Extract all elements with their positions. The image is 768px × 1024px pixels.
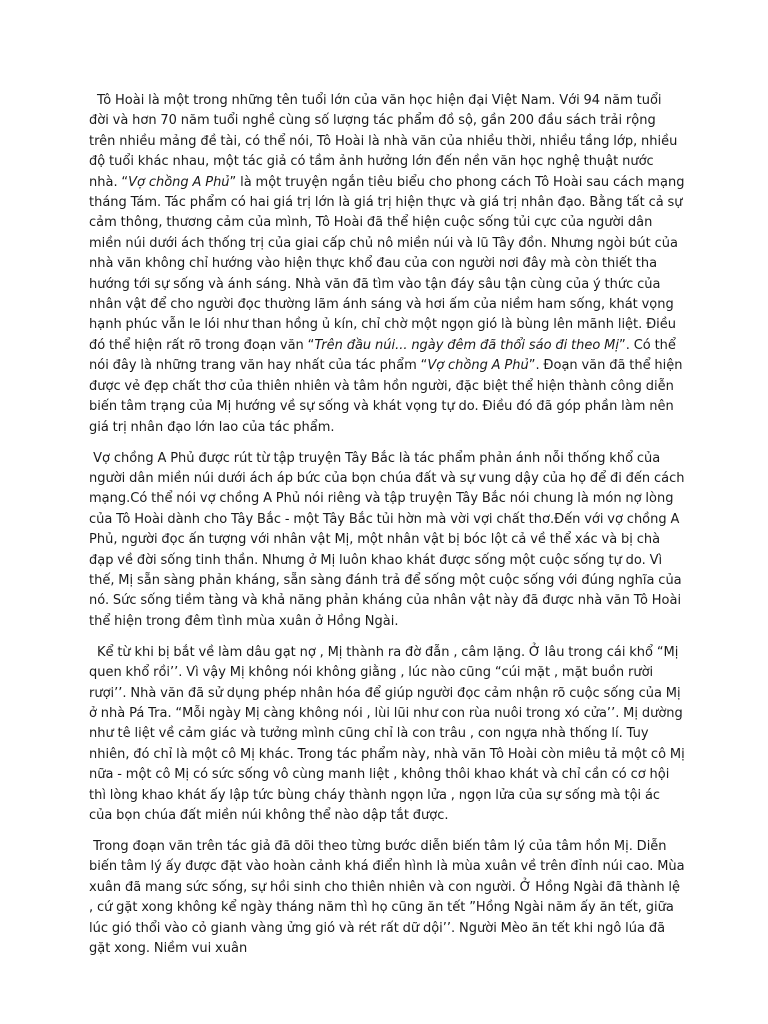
text-run: ” là một truyện ngắn tiêu biểu cho phong cách Tô Hoài sau cách mạng tháng Tám. Tác phẩm có hai giá trị lớn là giá trị hiện thực và giá trị nhân đạo. Bằng tất cả sự cảm thông, thương cảm của mình, Tô Hoài đã thể hiện cuộc sống tủi cực của người dân miền núi dưới ách thống trị của giai cấp chủ nô miền núi và lũ Tây đồn. Nhưng ngòi bút của nhà văn không chỉ hướng vào hiện thực khổ đau của con người nơi đây mà còn thiết tha hướng tới sự sống và ánh sáng. Nhà văn đã tìm vào tận đáy sâu tận cùng của ý thức của nhân vật để cho người đọc thường lãm ánh sáng và hơi ấm của niềm ham sống, khát vọng hạnh phúc vẫn le lói như than hồng ủ kín, chỉ chờ một ngọn gió là bùng lên mãnh liệt. Điều đó thể hiện rất rõ trong đoạn văn “	[89, 174, 685, 353]
paragraph-indent	[89, 645, 97, 660]
paragraph-indent	[89, 93, 97, 108]
text-run: Kể từ khi bị bắt về làm dâu gạt nợ , Mị thành ra đờ đẫn , câm lặng. Ở lâu trong cái khổ “Mị quen khổ rồi’’. Vì vậy Mị không nói không giằng , lúc nào cũng “cúi mặt , mặt buồn rười rượi’’. Nhà văn đã sử dụng phép nhân hóa để giúp người đọc cảm nhận rõ cuộc sống của Mị ở nhà Pá Tra. “Mỗi ngày Mị càng không nói , lùi lũi như con rùa nuôi trong xó cửa’’. Mị dường như tê liệt về cảm giác và tưởng mình cũng chỉ là con trâu , con ngựa nhà thống lí. Tuy nhiên, đó chỉ là một cô Mị khác. Trong tác phẩm này, nhà văn Tô Hoài còn miêu tả một cô Mị nữa - một cô Mị có sức sống vô cùng manh liệt , không thôi khao khát và chỉ cần có cơ hội thì lòng khao khát ấy lập tức bùng cháy thành ngọn lửa , ngọn lửa của sự sống mà tội ác của bọn chúa đất miền núi không thể nào dập tắt được.	[89, 644, 685, 823]
text-run: Tô Hoài là một trong những tên tuổi lớn của văn học hiện đại Việt Nam. Với 94 năm tuổi đời và hơn 70 năm tuổi nghề cùng số lượng tác phẩm đồ sộ, gần 200 đầu sách trải rộng trên nhiều mảng đề tài, có thể nói, Tô Hoài là nhà văn của nhiều thời, nhiều tầng lớp, nhiều độ tuổi khác nhau, một tác giả có tầm ảnh hưởng lớn đến nền văn học nghệ thuật nước nhà. “	[89, 93, 678, 190]
text-run: ”. Đoạn văn đã thể hiện được vẻ đẹp chất thơ của thiên nhiên và tâm hồn người, đặc biệt thể hiện thành công diễn biến tâm trạng của Mị hướng về sự sống và khát vọng tự do. Điều đó đã góp phần làm nên giá trị nhân đạo lớn lao của tác phẩm.	[89, 358, 683, 435]
paragraph-4	[89, 837, 685, 959]
paragraph-2	[89, 449, 685, 633]
paragraph-3	[89, 643, 685, 827]
text-run: ”. Có thể nói đây là những trang văn hay nhất của tác phẩm “	[89, 337, 676, 374]
italic-title-run: Vợ chồng A Phủ	[427, 358, 529, 374]
document-body	[89, 91, 685, 970]
paragraph-1	[89, 91, 685, 438]
italic-title-run: Vợ chồng A Phủ	[128, 174, 230, 190]
text-run: Vợ chồng A Phủ được rút từ tập truyện Tây Bắc là tác phẩm phản ánh nỗi thống khổ của người dân miền núi dưới ách áp bức của bọn chúa đất và sự vung dậy của họ để đi đến cách mạng.Có thể nói vợ chồng A Phủ nói riêng và tập truyện Tây Bắc nói chung là món nợ lòng của Tô Hoài dành cho Tây Bắc - một Tây Bắc tủi hờn mà vời vợi chất thơ.Đến với vợ chồng A Phủ, người đọc ấn tượng với nhân vật Mị, một nhân vật bị bóc lột cả về thể xác và bị chà đạp về đời sống tinh thần. Nhưng ở Mị luôn khao khát được sống một cuộc sống tự do. Vì thế, Mị sẵn sàng phản kháng, sẵn sàng đánh trả để sống một cuộc sống với đúng nghĩa của nó. Sức sống tiềm tàng và khả năng phản kháng của nhân vật này đã được nhà văn Tô Hoài thể hiện trong đêm tình mùa xuân ở Hồng Ngài.	[89, 450, 685, 629]
text-run: Trong đoạn văn trên tác giả đã dõi theo từng bước diễn biến tâm lý của tâm hồn Mị. Diễn biến tâm lý ấy được đặt vào hoàn cảnh khá điển hình là mùa xuân về trên đỉnh núi cao. Mùa xuân đã mang sức sống, sự hồi sinh cho thiên nhiên và con người. Ở Hồng Ngài đã thành lệ , cứ gặt xong không kể ngày tháng năm thì họ cũng ăn tết ”Hồng Ngài năm ấy ăn tết, giữa lúc gió thổi vào cỏ gianh vàng ửng gió và rét rất dữ dội’’. Người Mèo ăn tết khi ngô lúa đã gặt xong. Niềm vui xuân	[89, 839, 685, 957]
italic-quote-run: Trên đầu núi... ngày đêm đã thổi sáo đi theo Mị	[314, 337, 619, 353]
